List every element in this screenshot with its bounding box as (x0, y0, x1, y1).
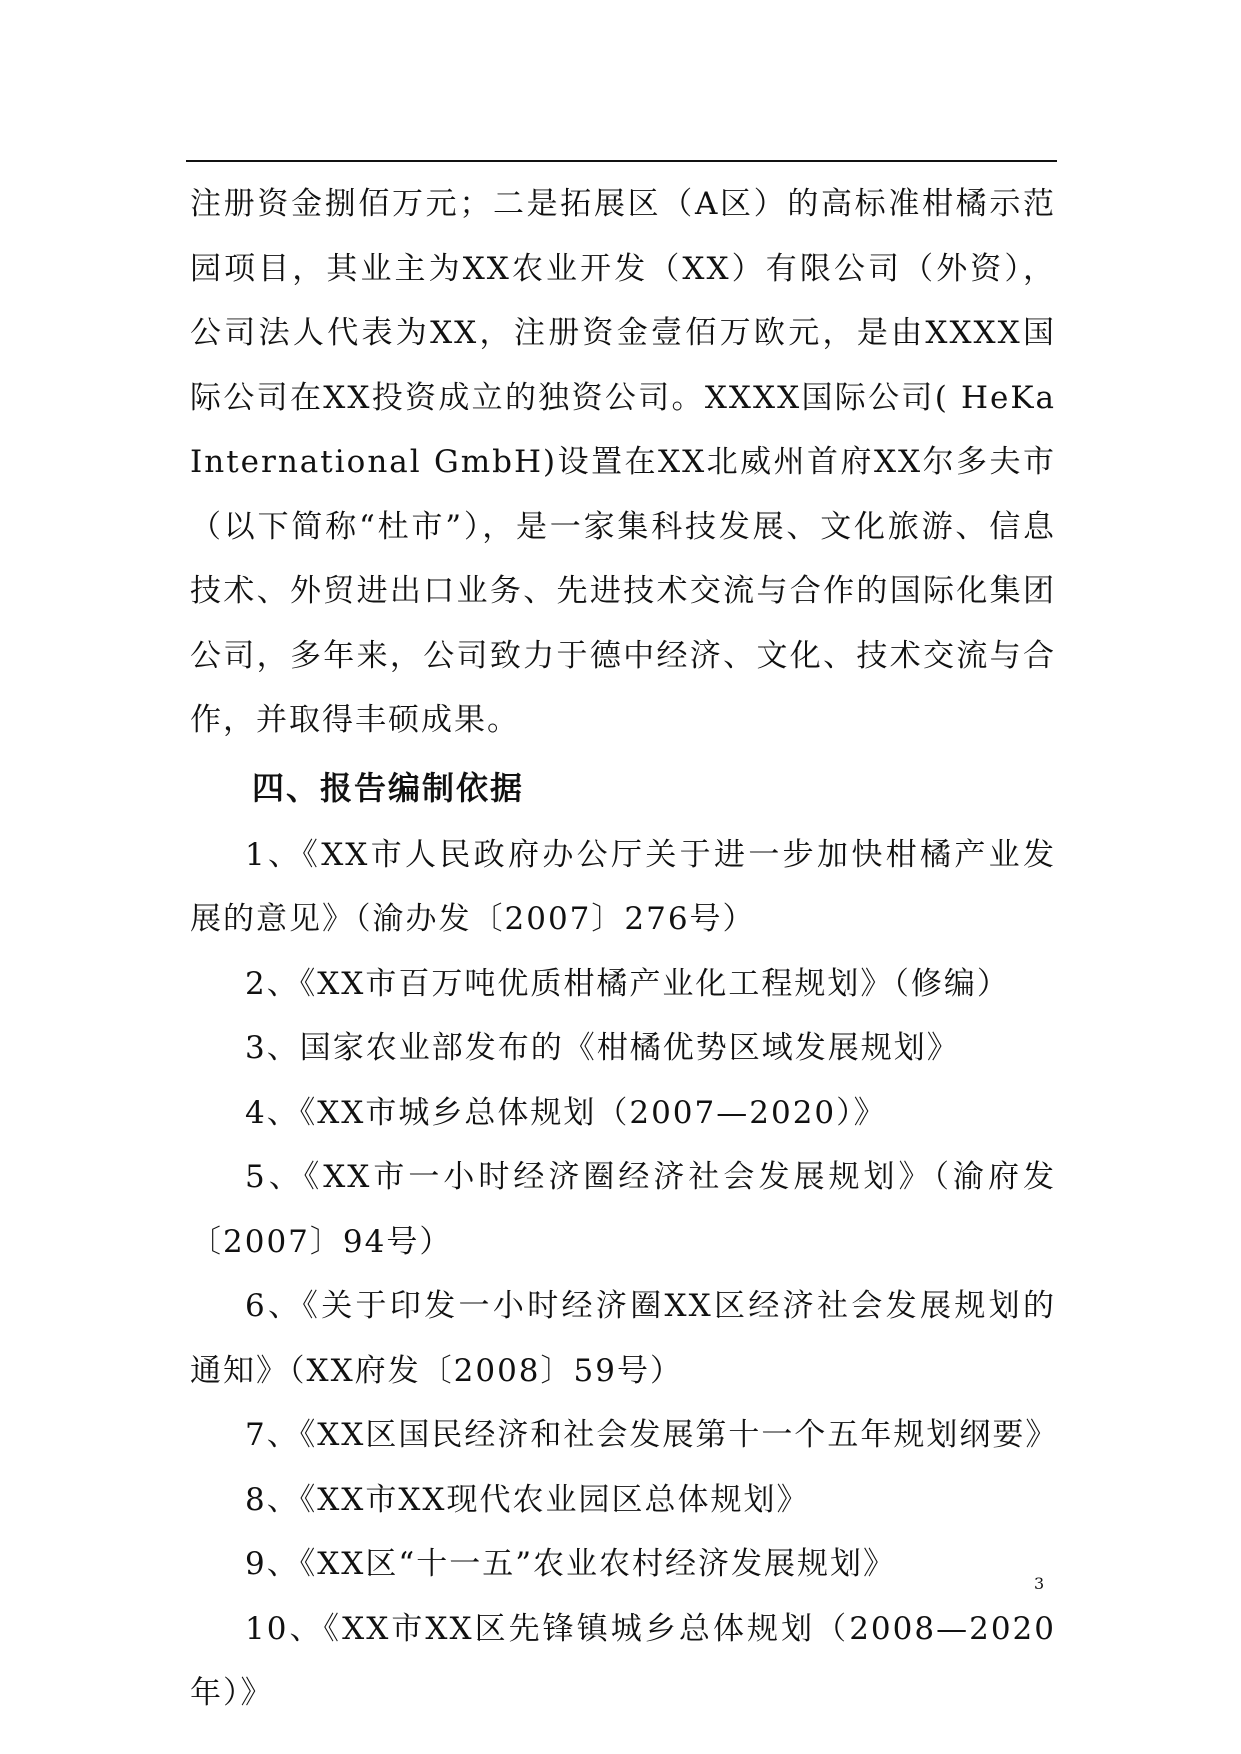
section-heading: 四、报告编制依据 (252, 768, 525, 807)
reference-item-4: 4、《XX市城乡总体规划（2007—2020）》 (245, 1094, 887, 1131)
reference-item-3: 3、国家农业部发布的《柑橘优势区域发展规划》 (245, 1030, 960, 1066)
page-content (190, 172, 1059, 1726)
reference-item-5: 5、《XX市一小时经济圈经济社会发展规划》（渝府发〔2007〕94号） (190, 1159, 1056, 1260)
reference-item-9: 9、《XX区“十一五”农业农村经济发展规划》 (245, 1546, 897, 1582)
reference-item-6: 6、《关于印发一小时经济圈XX区经济社会发展规划的通知》（XX府发〔2008〕59号） (190, 1288, 1056, 1389)
header-rule (186, 160, 1057, 162)
body-paragraph: 注册资金捌佰万元；二是拓展区（A区）的高标准柑橘示范园项目，其业主为XX农业开发（XX）有限公司（外资），公司法人代表为XX，注册资金壹佰万欧元，是由XXXX国际公司在XX投资成立的独资公司。XXXX国际公司( HeKa International GmbH)设置在XX北威州首府XX尔多夫市（以下简称“杜市”），是一家集科技发展、文化旅游、信息技术、外贸进出口业务、先进技术交流与合作的国际化集团公司，多年来，公司致力于德中经济、文化、技术交流与合作，并取得丰硕成果。 (190, 186, 1056, 738)
page-number: 3 (1034, 1574, 1045, 1593)
reference-item-2: 2、《XX市百万吨优质柑橘产业化工程规划》（修编） (245, 965, 1010, 1002)
reference-item-10: 10、《XX市XX区先锋镇城乡总体规划（2008—2020年）》 (190, 1610, 1056, 1711)
reference-item-7: 7、《XX区国民经济和社会发展第十一个五年规划纲要》 (245, 1417, 1059, 1453)
reference-item-1: 1、《XX市人民政府办公厅关于进一步加快柑橘产业发展的意见》（渝办发〔2007〕276号） (190, 836, 1056, 937)
reference-item-8: 8、《XX市XX现代农业园区总体规划》 (245, 1481, 810, 1518)
